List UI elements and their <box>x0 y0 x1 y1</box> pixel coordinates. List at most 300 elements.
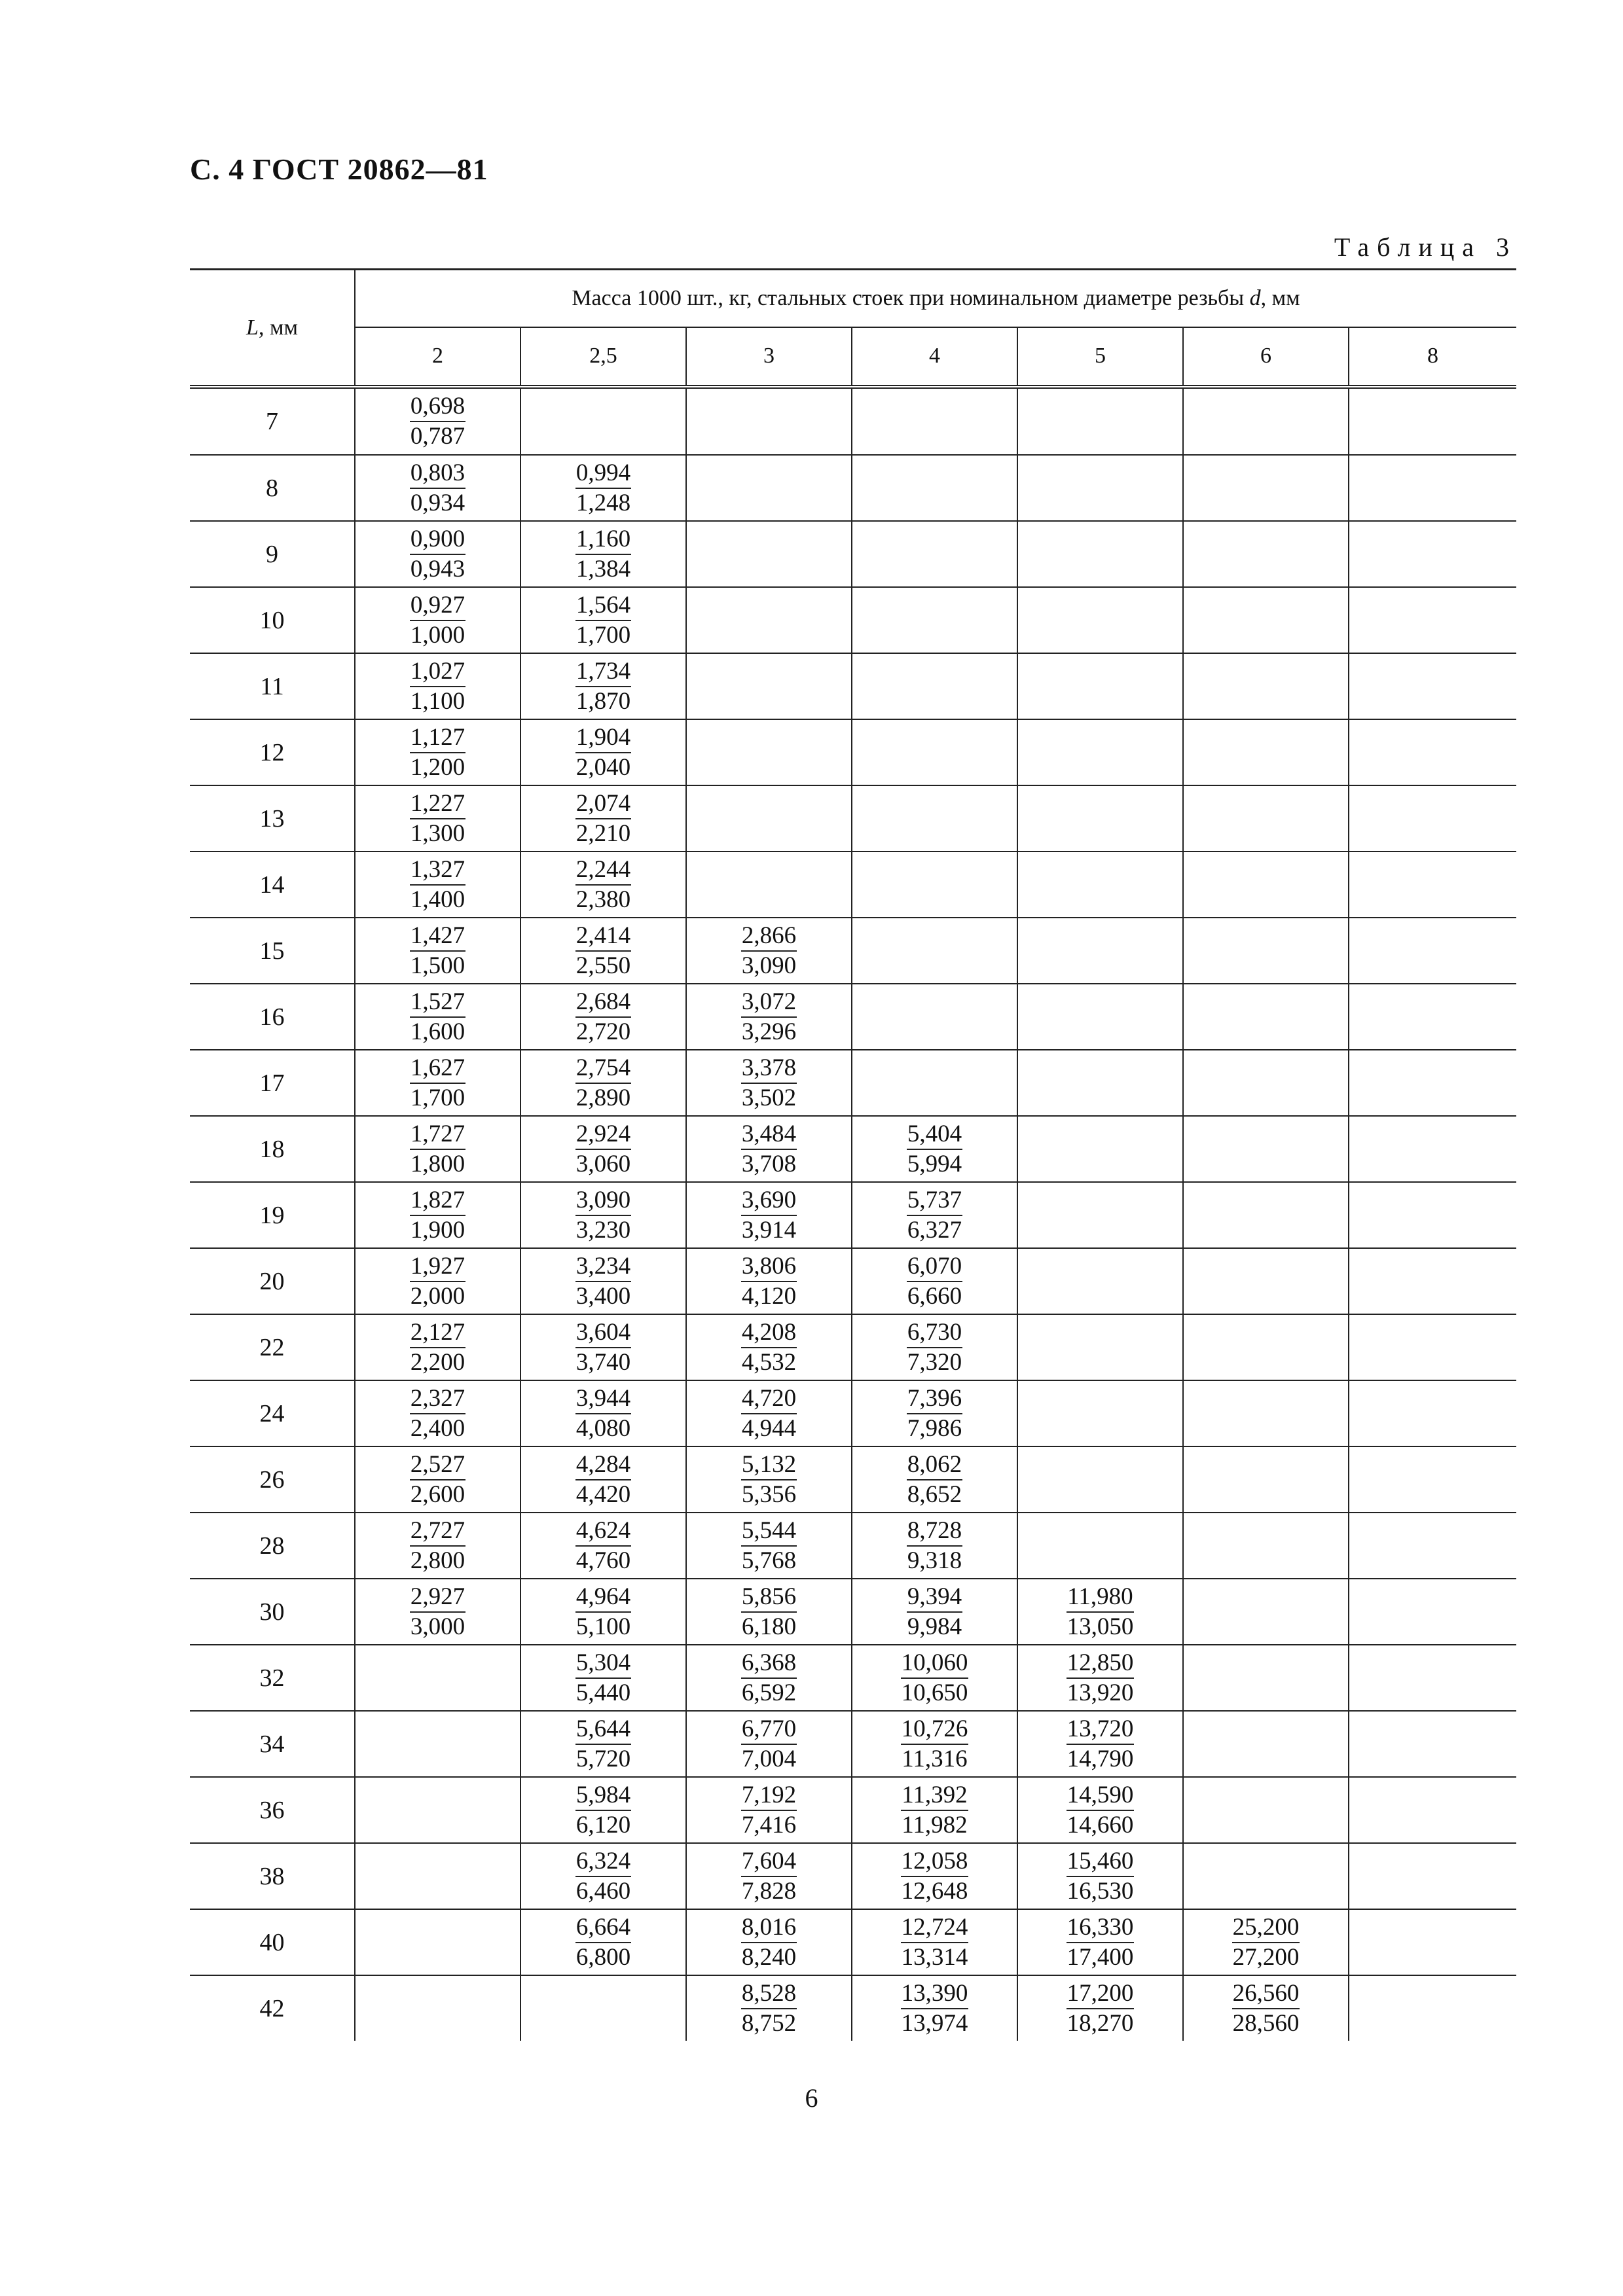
mass-cell <box>1017 1645 1183 1711</box>
mass-cell <box>1349 653 1516 719</box>
mass-cell <box>1017 653 1183 719</box>
length-value: 26 <box>190 1446 355 1513</box>
table-row <box>190 1711 1516 1777</box>
mass-fraction <box>575 789 631 848</box>
mass-value-lower: 2,720 <box>575 1018 631 1045</box>
mass-cell <box>1183 918 1349 984</box>
mass-value-lower: 11,316 <box>902 1745 968 1772</box>
table-row <box>190 1645 1516 1711</box>
mass-cell <box>355 455 520 521</box>
mass-value-upper: 7,396 <box>907 1384 962 1414</box>
mass-fraction <box>907 1318 962 1377</box>
mass-fraction <box>575 1120 631 1179</box>
mass-value-lower: 2,210 <box>575 819 631 847</box>
mass-fraction <box>575 922 631 980</box>
mass-value-upper: 4,624 <box>575 1516 631 1547</box>
mass-fraction <box>741 1847 797 1906</box>
mass-cell <box>1183 521 1349 587</box>
mass-fraction <box>741 1781 797 1840</box>
mass-cell <box>686 918 852 984</box>
length-value: 30 <box>190 1579 355 1645</box>
mass-cell <box>852 1843 1017 1909</box>
mass-cell <box>1349 1182 1516 1248</box>
mass-value-lower: 11,982 <box>902 1811 968 1839</box>
mass-value-lower: 4,532 <box>741 1348 797 1376</box>
mass-value-lower: 1,248 <box>575 489 631 516</box>
length-value: 36 <box>190 1777 355 1843</box>
mass-value-lower: 3,708 <box>741 1150 797 1177</box>
mass-value-upper: 2,527 <box>410 1450 465 1480</box>
mass-fraction <box>1067 1979 1135 2038</box>
mass-cell <box>1017 1116 1183 1182</box>
mass-fraction <box>901 1979 969 2038</box>
mass-cell <box>852 1116 1017 1182</box>
mass-cell <box>1183 1513 1349 1579</box>
mass-value-upper: 5,132 <box>741 1450 797 1480</box>
mass-cell <box>1349 1909 1516 1975</box>
mass-value-lower: 2,890 <box>575 1084 631 1111</box>
mass-value-lower: 5,720 <box>575 1745 631 1772</box>
mass-value-upper: 5,737 <box>907 1186 962 1216</box>
mass-fraction <box>741 1979 797 2038</box>
mass-value-lower: 0,787 <box>410 423 465 450</box>
table-row <box>190 852 1516 918</box>
mass-cell <box>686 1248 852 1314</box>
mass-cell <box>852 918 1017 984</box>
table-row <box>190 653 1516 719</box>
mass-cell <box>1349 1314 1516 1380</box>
table-row <box>190 1446 1516 1513</box>
mass-value-lower: 9,318 <box>907 1547 962 1574</box>
mass-fraction <box>907 1516 962 1575</box>
mass-cell <box>686 587 852 653</box>
mass-value-upper: 2,924 <box>575 1120 631 1150</box>
table-row <box>190 387 1516 455</box>
mass-fraction <box>901 1913 969 1972</box>
mass-cell <box>1349 1579 1516 1645</box>
mass-cell <box>355 1579 520 1645</box>
mass-value-upper: 12,724 <box>901 1913 969 1943</box>
mass-cell <box>1183 1380 1349 1446</box>
mass-value-upper: 0,927 <box>410 591 465 621</box>
mass-value-lower: 1,700 <box>410 1084 465 1111</box>
mass-value-lower: 9,984 <box>907 1613 962 1640</box>
mass-fraction <box>741 922 797 980</box>
table-row <box>190 1513 1516 1579</box>
mass-value-lower: 4,944 <box>741 1414 797 1442</box>
mass-value-lower: 2,380 <box>575 886 631 913</box>
mass-fraction <box>410 1450 465 1509</box>
mass-value-lower: 6,592 <box>741 1679 797 1706</box>
mass-fraction <box>741 1450 797 1509</box>
mass-value-lower: 13,920 <box>1067 1679 1134 1706</box>
table-row <box>190 1975 1516 2041</box>
mass-fraction <box>410 723 465 782</box>
mass-cell <box>1183 387 1349 455</box>
mass-cell <box>1017 984 1183 1050</box>
mass-cell <box>1183 653 1349 719</box>
mass-value-lower: 7,004 <box>741 1745 797 1772</box>
length-value: 13 <box>190 785 355 852</box>
mass-fraction <box>907 1583 962 1641</box>
length-value: 15 <box>190 918 355 984</box>
mass-cell <box>1183 785 1349 852</box>
mass-value-lower: 4,120 <box>741 1282 797 1310</box>
mass-cell <box>1349 719 1516 785</box>
mass-cell <box>1017 1446 1183 1513</box>
mass-cell <box>852 1909 1017 1975</box>
mass-fraction <box>575 1649 631 1708</box>
mass-cell <box>520 387 686 455</box>
mass-value-lower: 6,120 <box>575 1811 631 1839</box>
mass-value-lower: 14,790 <box>1067 1745 1134 1772</box>
mass-fraction <box>907 1120 962 1179</box>
mass-cell <box>852 1513 1017 1579</box>
mass-cell <box>520 1446 686 1513</box>
mass-fraction <box>410 1252 465 1311</box>
mass-cell <box>852 719 1017 785</box>
table-body <box>190 387 1516 2041</box>
mass-cell <box>1183 852 1349 918</box>
mass-value-lower: 1,600 <box>410 1018 465 1045</box>
mass-cell <box>520 1579 686 1645</box>
mass-value-upper: 3,944 <box>575 1384 631 1414</box>
length-value: 11 <box>190 653 355 719</box>
diameter-variable: d <box>1249 285 1261 310</box>
mass-cell <box>1017 1248 1183 1314</box>
mass-value-lower: 1,100 <box>410 687 465 715</box>
mass-cell <box>1183 984 1349 1050</box>
length-value: 10 <box>190 587 355 653</box>
mass-cell <box>852 852 1017 918</box>
mass-value-lower: 2,400 <box>410 1414 465 1442</box>
table-row <box>190 1380 1516 1446</box>
mass-cell <box>852 1050 1017 1116</box>
mass-fraction <box>575 1318 631 1377</box>
mass-cell <box>1183 1116 1349 1182</box>
mass-value-lower: 1,700 <box>575 621 631 649</box>
mass-cell <box>1349 785 1516 852</box>
mass-value-upper: 5,856 <box>741 1583 797 1613</box>
mass-value-lower: 2,550 <box>575 952 631 979</box>
mass-fraction <box>741 1583 797 1641</box>
mass-cell <box>852 1711 1017 1777</box>
mass-value-lower: 3,400 <box>575 1282 631 1310</box>
mass-cell <box>1183 1711 1349 1777</box>
mass-value-lower: 5,356 <box>741 1480 797 1508</box>
mass-value-lower: 18,270 <box>1067 2009 1134 2037</box>
mass-value-upper: 5,544 <box>741 1516 797 1547</box>
mass-value-lower: 5,100 <box>575 1613 631 1640</box>
diameter-column-header: 6 <box>1183 327 1349 387</box>
mass-value-lower: 6,660 <box>907 1282 962 1310</box>
mass-cell <box>355 918 520 984</box>
mass-fraction <box>575 1583 631 1641</box>
mass-cell <box>355 1380 520 1446</box>
mass-value-lower: 3,914 <box>741 1216 797 1244</box>
mass-value-upper: 2,684 <box>575 988 631 1018</box>
table-row <box>190 1248 1516 1314</box>
mass-table <box>190 268 1516 2041</box>
mass-value-upper: 1,527 <box>410 988 465 1018</box>
mass-value-upper: 3,690 <box>741 1186 797 1216</box>
mass-value-upper: 8,528 <box>741 1979 797 2009</box>
mass-cell <box>1349 1380 1516 1446</box>
mass-cell <box>1017 1777 1183 1843</box>
mass-cell <box>686 1380 852 1446</box>
mass-cell <box>520 1182 686 1248</box>
mass-cell <box>686 1446 852 1513</box>
mass-value-lower: 13,974 <box>901 2009 968 2037</box>
mass-fraction <box>901 1847 969 1906</box>
mass-value-upper: 8,062 <box>907 1450 962 1480</box>
mass-value-upper: 14,590 <box>1067 1781 1135 1811</box>
length-value: 16 <box>190 984 355 1050</box>
mass-cell <box>355 653 520 719</box>
table-row <box>190 1116 1516 1182</box>
mass-fraction <box>410 459 465 518</box>
mass-cell <box>1183 455 1349 521</box>
mass-fraction <box>575 855 631 914</box>
mass-value-lower: 6,800 <box>575 1943 631 1971</box>
mass-cell <box>1183 1579 1349 1645</box>
mass-cell <box>852 1975 1017 2041</box>
length-value: 19 <box>190 1182 355 1248</box>
mass-value-upper: 5,304 <box>575 1649 631 1679</box>
mass-cell <box>686 852 852 918</box>
page-number: 6 <box>805 2083 818 2113</box>
mass-value-upper: 6,368 <box>741 1649 797 1679</box>
mass-cell <box>355 1314 520 1380</box>
mass-cell <box>852 521 1017 587</box>
mass-fraction <box>410 392 465 451</box>
mass-cell <box>686 1182 852 1248</box>
mass-fraction <box>410 1516 465 1575</box>
mass-value-upper: 8,016 <box>741 1913 797 1943</box>
mass-cell <box>686 1645 852 1711</box>
mass-cell <box>852 387 1017 455</box>
length-value: 32 <box>190 1645 355 1711</box>
mass-cell <box>1183 1843 1349 1909</box>
table-row <box>190 521 1516 587</box>
mass-cell <box>1017 387 1183 455</box>
mass-fraction <box>575 1781 631 1840</box>
mass-cell <box>1017 587 1183 653</box>
mass-cell <box>1017 1314 1183 1380</box>
mass-cell <box>1349 1050 1516 1116</box>
mass-value-lower: 8,752 <box>741 2009 797 2037</box>
mass-value-upper: 2,727 <box>410 1516 465 1547</box>
mass-cell <box>1183 1182 1349 1248</box>
mass-value-lower: 16,530 <box>1067 1877 1134 1905</box>
mass-value-lower: 7,986 <box>907 1414 962 1442</box>
mass-cell <box>355 1645 520 1711</box>
mass-value-lower: 7,320 <box>907 1348 962 1376</box>
mass-value-upper: 13,390 <box>901 1979 969 2009</box>
mass-cell <box>1349 1711 1516 1777</box>
length-value: 40 <box>190 1909 355 1975</box>
mass-value-upper: 12,058 <box>901 1847 969 1877</box>
mass-fraction <box>575 657 631 716</box>
mass-fraction <box>741 1186 797 1245</box>
table-row <box>190 984 1516 1050</box>
mass-value-upper: 5,644 <box>575 1715 631 1745</box>
mass-cell <box>355 785 520 852</box>
mass-fraction <box>575 591 631 650</box>
mass-value-upper: 25,200 <box>1232 1913 1300 1943</box>
mass-cell <box>1183 1314 1349 1380</box>
mass-cell <box>686 1711 852 1777</box>
mass-value-upper: 2,327 <box>410 1384 465 1414</box>
mass-cell <box>520 852 686 918</box>
mass-value-upper: 2,074 <box>575 789 631 819</box>
mass-cell <box>852 1777 1017 1843</box>
mass-fraction <box>575 1715 631 1774</box>
length-value: 34 <box>190 1711 355 1777</box>
mass-value-upper: 6,324 <box>575 1847 631 1877</box>
mass-cell <box>852 653 1017 719</box>
mass-cell <box>355 1843 520 1909</box>
table-row <box>190 785 1516 852</box>
mass-cell <box>1349 984 1516 1050</box>
mass-value-upper: 16,330 <box>1067 1913 1135 1943</box>
mass-value-upper: 8,728 <box>907 1516 962 1547</box>
mass-fraction <box>575 1384 631 1443</box>
mass-value-lower: 3,502 <box>741 1084 797 1111</box>
mass-value-lower: 1,870 <box>575 687 631 715</box>
mass-value-upper: 2,866 <box>741 922 797 952</box>
length-value: 14 <box>190 852 355 918</box>
mass-value-lower: 1,900 <box>410 1216 465 1244</box>
mass-value-upper: 11,392 <box>901 1781 968 1811</box>
mass-cell <box>1349 455 1516 521</box>
mass-cell <box>852 1446 1017 1513</box>
mass-cell <box>1183 1909 1349 1975</box>
mass-value-lower: 1,300 <box>410 819 465 847</box>
mass-value-upper: 1,027 <box>410 657 465 687</box>
mass-cell <box>686 1909 852 1975</box>
mass-value-lower: 1,800 <box>410 1150 465 1177</box>
mass-value-upper: 1,564 <box>575 591 631 621</box>
mass-value-upper: 6,770 <box>741 1715 797 1745</box>
mass-cell <box>520 587 686 653</box>
mass-value-upper: 1,427 <box>410 922 465 952</box>
mass-value-lower: 2,800 <box>410 1547 465 1574</box>
mass-value-upper: 7,192 <box>741 1781 797 1811</box>
mass-cell <box>520 1777 686 1843</box>
mass-cell <box>520 719 686 785</box>
mass-cell <box>852 984 1017 1050</box>
mass-cell <box>1349 1843 1516 1909</box>
mass-cell <box>520 653 686 719</box>
mass-cell <box>686 653 852 719</box>
mass-cell <box>520 1248 686 1314</box>
mass-value-lower: 5,994 <box>907 1150 962 1177</box>
mass-value-lower: 12,648 <box>901 1877 968 1905</box>
mass-fraction <box>410 1384 465 1443</box>
mass-fraction <box>901 1715 969 1774</box>
mass-value-upper: 5,984 <box>575 1781 631 1811</box>
mass-cell <box>355 387 520 455</box>
mass-value-upper: 2,414 <box>575 922 631 952</box>
mass-cell <box>1349 1645 1516 1711</box>
mass-value-upper: 1,904 <box>575 723 631 753</box>
mass-cell <box>686 1314 852 1380</box>
table-label: Таблица 3 <box>1334 232 1517 262</box>
table-row <box>190 1579 1516 1645</box>
mass-value-upper: 1,734 <box>575 657 631 687</box>
mass-cell <box>1349 1513 1516 1579</box>
mass-fraction <box>741 1384 797 1443</box>
diameter-column-header: 8 <box>1349 327 1516 387</box>
mass-fraction <box>741 988 797 1047</box>
mass-value-upper: 0,698 <box>410 392 465 422</box>
mass-value-lower: 1,200 <box>410 753 465 781</box>
mass-fraction <box>907 1252 962 1311</box>
mass-value-lower: 3,740 <box>575 1348 631 1376</box>
mass-cell <box>355 1050 520 1116</box>
mass-cell <box>1183 1975 1349 2041</box>
mass-value-upper: 4,284 <box>575 1450 631 1480</box>
mass-cell <box>686 1975 852 2041</box>
mass-cell <box>1017 1182 1183 1248</box>
mass-value-lower: 2,600 <box>410 1480 465 1508</box>
mass-fraction <box>575 525 631 584</box>
mass-value-upper: 3,806 <box>741 1252 797 1282</box>
mass-fraction <box>741 1120 797 1179</box>
mass-value-lower: 8,652 <box>907 1480 962 1508</box>
mass-fraction <box>907 1450 962 1509</box>
mass-cell <box>1349 521 1516 587</box>
mass-value-lower: 0,943 <box>410 555 465 583</box>
mass-value-lower: 3,230 <box>575 1216 631 1244</box>
mass-cell <box>520 984 686 1050</box>
mass-cell <box>355 1248 520 1314</box>
mass-cell <box>520 1909 686 1975</box>
length-value: 22 <box>190 1314 355 1380</box>
mass-value-lower: 1,500 <box>410 952 465 979</box>
mass-value-upper: 12,850 <box>1067 1649 1135 1679</box>
mass-value-upper: 1,327 <box>410 855 465 886</box>
mass-cell <box>520 1513 686 1579</box>
mass-value-upper: 2,127 <box>410 1318 465 1348</box>
mass-value-upper: 13,720 <box>1067 1715 1135 1745</box>
mass-value-upper: 1,727 <box>410 1120 465 1150</box>
mass-value-upper: 5,404 <box>907 1120 962 1150</box>
mass-cell <box>686 1777 852 1843</box>
mass-cell <box>686 521 852 587</box>
table-row <box>190 719 1516 785</box>
mass-cell <box>1017 455 1183 521</box>
mass-cell <box>1349 852 1516 918</box>
length-unit: , мм <box>258 315 298 340</box>
mass-cell <box>1183 1645 1349 1711</box>
mass-value-upper: 6,664 <box>575 1913 631 1943</box>
mass-fraction <box>901 1781 968 1840</box>
mass-fraction <box>741 1715 797 1774</box>
mass-value-lower: 2,000 <box>410 1282 465 1310</box>
mass-value-upper: 10,060 <box>901 1649 969 1679</box>
mass-value-lower: 17,400 <box>1067 1943 1134 1971</box>
mass-cell <box>686 785 852 852</box>
mass-cell <box>520 1843 686 1909</box>
mass-cell <box>1349 1248 1516 1314</box>
table-row <box>190 1314 1516 1380</box>
mass-value-upper: 15,460 <box>1067 1847 1135 1877</box>
mass-value-lower: 6,327 <box>907 1216 962 1244</box>
mass-value-lower: 5,768 <box>741 1547 797 1574</box>
mass-fraction <box>907 1384 962 1443</box>
